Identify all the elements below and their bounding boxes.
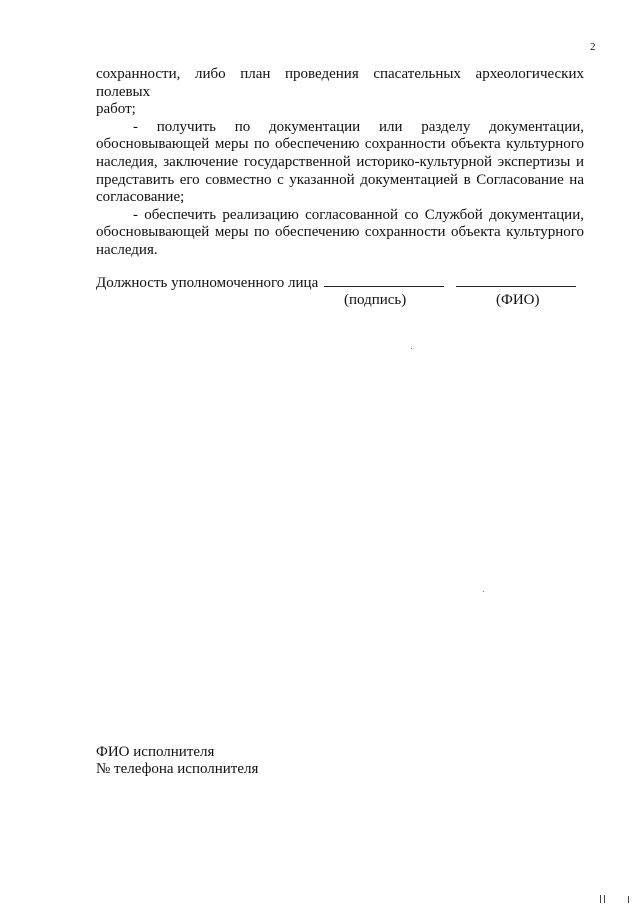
- document-body: [96, 66, 584, 260]
- text-line: сохранности, либо план проведения спасательных археологических полевых: [96, 66, 584, 100]
- signature-field: [324, 274, 444, 287]
- text-line: обосновывающей меры по обеспечению сохранности объекта культурного: [96, 224, 584, 241]
- text-line: - обеспечить реализацию согласованной со Службой документации,: [133, 206, 584, 223]
- text-line: наследия.: [96, 241, 158, 258]
- text-line: согласование;: [96, 189, 185, 206]
- executor-name-label: ФИО исполнителя: [96, 744, 215, 760]
- text-line: - получить по документации или разделу документации,: [133, 118, 584, 135]
- scan-speck: [483, 591, 484, 592]
- text-line: обосновывающей меры по обеспечению сохранности объекта культурного: [96, 136, 584, 153]
- executor-info: [96, 744, 258, 778]
- fio-field: [456, 274, 576, 287]
- scan-artifact: [600, 895, 605, 903]
- text-line: работ;: [96, 101, 136, 118]
- text-line: наследия, заключение государственной историко-культурной экспертизы и: [96, 153, 584, 170]
- fio-caption: (ФИО): [496, 292, 540, 308]
- text-line: представить его совместно с указанной документацией в Согласование на: [96, 171, 584, 188]
- executor-phone-label: № телефона исполнителя: [96, 761, 259, 777]
- scan-artifact: [628, 896, 635, 903]
- scan-speck: [411, 348, 412, 349]
- position-label: Должность уполномоченного лица: [96, 275, 319, 291]
- page-number: 2: [590, 41, 596, 53]
- signature-block: [96, 274, 576, 292]
- signature-caption: (подпись): [344, 292, 407, 308]
